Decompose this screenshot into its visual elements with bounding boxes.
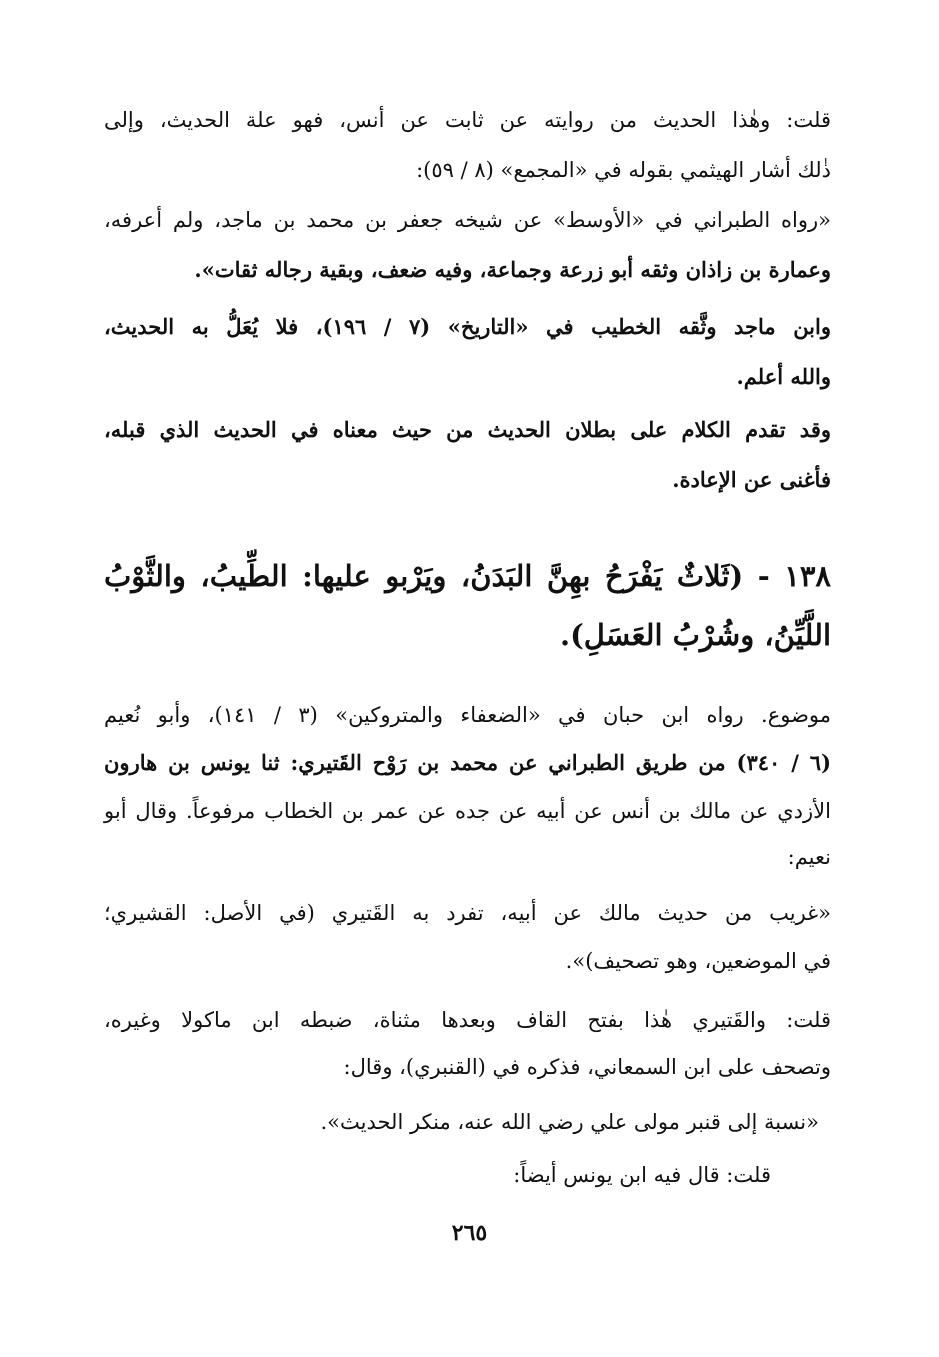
text-line: (٦ / ٣٤٠) من طريق الطبراني عن محمد بن رَوْح القَتيري: ثنا يونس بن هارون [104, 750, 832, 775]
text-line: نعيم: [787, 845, 831, 869]
quote-line: وعمارة بن زاذان وثقه أبو زرعة وجماعة، وفيه ضعف، وبقية رجاله ثقات». [194, 257, 831, 282]
text-line: موضوع. رواه ابن حبان في «الضعفاء والمتروكين» (٣ / ١٤١)، وأبو نُعيم [104, 703, 832, 727]
hadith-heading: ١٣٨ - (ثَلاثٌ يَفْرَحُ بهِنَّ البَدَنُ، ويَرْبو عليها: الطِّيبُ، والثَّوْبُ [104, 559, 831, 593]
text-line: قلت: وهٰذا الحديث من روايته عن ثابت عن أنس، فهو علة الحديث، وإلى [104, 108, 831, 132]
page-number: ٢٦٥ [451, 1220, 488, 1246]
text-line: والله أعلم. [736, 364, 831, 389]
text-line: قلت: والقَتيري هٰذا بفتح القاف وبعدها مثناة، ضبطه ابن ماكولا وغيره، [104, 1008, 831, 1032]
text-line: وتصحف على ابن السمعاني، فذكره في (القنبري)، وقال: [343, 1055, 831, 1079]
text-line: وابن ماجد وثَّقه الخطيب في «التاريخ» (٧ / ١٩٦)، فلا يُعَلُّ به الحديث، [104, 314, 831, 339]
hadith-heading: اللَّيِّنُ، وشُرْبُ العَسَلِ). [559, 618, 831, 652]
text-line: ذٰلك أشار الهيثمي بقوله في «المجمع» (٨ / ٥٩): [416, 158, 831, 182]
quote-line: «نسبة إلى قنبر مولى علي رضي الله عنه، منكر الحديث». [320, 1110, 819, 1134]
text-line: قلت: قال فيه ابن يونس أيضاً: [513, 1163, 771, 1187]
quote-line: «غريب من حديث مالك عن أبيه، تفرد به القَتيري (في الأصل: القشيري؛ [104, 901, 831, 925]
quote-line: في الموضعين، وهو تصحيف)». [565, 949, 831, 973]
text-line: الأزدي عن مالك بن أنس عن أبيه عن جده عن عمر بن الخطاب مرفوعاً. وقال أبو [104, 799, 831, 823]
text-line: فأغنى عن الإعادة. [672, 467, 831, 492]
text-line: وقد تقدم الكلام على بطلان الحديث من حيث معناه في الحديث الذي قبله، [104, 417, 831, 442]
quote-line: «رواه الطبراني في «الأوسط» عن شيخه جعفر بن محمد بن ماجد، ولم أعرفه، [104, 208, 831, 232]
